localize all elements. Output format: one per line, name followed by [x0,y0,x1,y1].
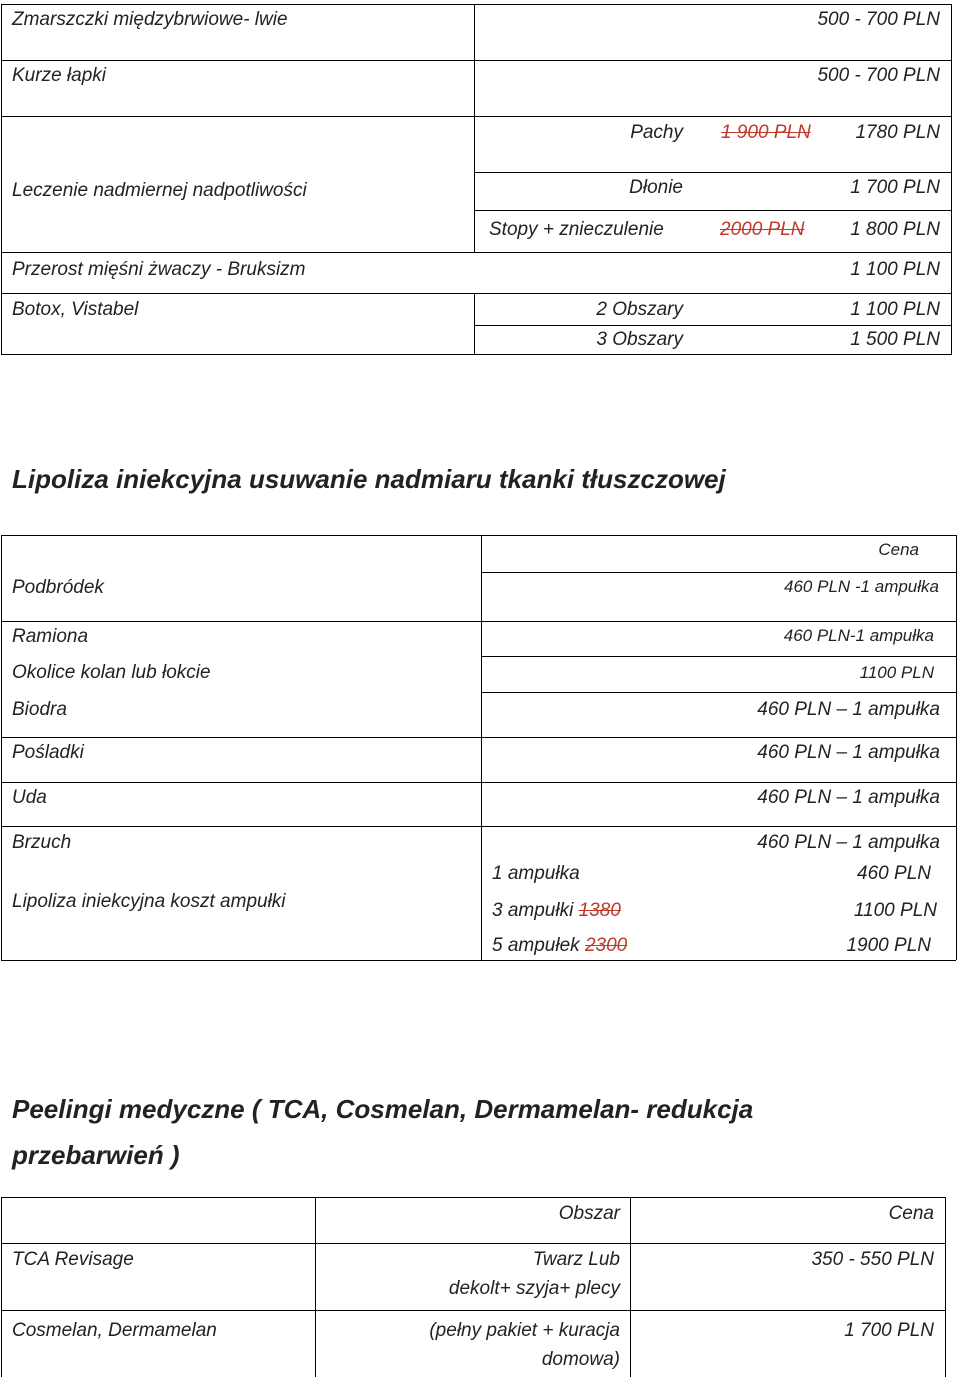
sub-area: 2 Obszary [596,299,683,320]
row-name: Brzuch [12,832,72,853]
ampule-price: 460 PLN [857,863,931,884]
sub-price: 1 800 PLN [850,219,940,240]
sub-price: 1 100 PLN [850,299,940,320]
sub-area: Dłonie [629,177,683,198]
ampule-option [492,935,627,957]
area-column-header: Obszar [558,1203,620,1224]
row-name: Zmarszczki międzybrwiowe- lwie [12,9,288,30]
old-price: 1380 [578,900,621,921]
row-area: dekolt+ szyja+ plecy [448,1278,620,1299]
peelingi-heading-line2: przebarwień ) [12,1140,180,1170]
sub-area: Stopy + znieczulenie [489,219,664,240]
ampule-price: 1100 PLN [853,900,937,921]
row-name: Okolice kolan lub łokcie [12,662,211,683]
ampule-option [492,863,580,885]
row-name: Botox, Vistabel [12,299,139,320]
row-price: 350 - 550 PLN [811,1249,934,1270]
sub-price: 1780 PLN [855,122,940,143]
old-price: 2000 PLN [720,219,805,240]
row-price: 460 PLN – 1 ampułka [757,699,940,720]
ampule-qty: 1 ampułka [492,863,580,884]
row-name: Przerost mięśni żwaczy - Bruksizm [12,259,306,280]
old-price: 2300 [584,935,628,956]
sub-area: Pachy [630,122,683,143]
row-price: 460 PLN – 1 ampułka [757,742,940,763]
row-area: domowa) [541,1349,620,1370]
row-price: 500 - 700 PLN [817,9,940,30]
peelingi-heading-line1: Peelingi medyczne ( TCA, Cosmelan, Dermamelan- redukcja [12,1094,754,1124]
row-name: Ramiona [12,626,89,647]
price-column-header: Cena [888,1203,934,1224]
old-price: 1 900 PLN [721,122,811,143]
row-name: Biodra [12,699,67,720]
lipoliza-heading: Lipoliza iniekcyjna usuwanie nadmiaru tkanki tłuszczowej [12,464,726,494]
row-price: 460 PLN-1 ampułka [783,626,934,645]
row-price: 460 PLN – 1 ampułka [757,787,940,808]
row-name: Uda [12,787,47,808]
row-area: Twarz Lub [532,1249,620,1270]
row-name: Leczenie nadmiernej nadpotliwości [12,180,307,201]
ampule-qty: 5 ampułek [492,935,585,956]
row-price: 1100 PLN [859,663,934,682]
row-price: 1 100 PLN [850,259,940,280]
ampule-price: 1900 PLN [846,935,931,956]
ampule-option [492,900,621,922]
sub-area: 3 Obszary [596,329,683,350]
row-price: 500 - 700 PLN [817,65,940,86]
price-column-header: Cena [878,540,919,559]
row-price: 1 700 PLN [844,1320,934,1341]
ampule-qty: 3 ampułki [492,900,579,921]
sub-price: 1 500 PLN [850,329,940,350]
row-price: 460 PLN -1 ampułka [784,577,939,596]
row-name: Kurze łapki [12,65,106,86]
row-name: TCA Revisage [12,1249,134,1270]
row-name: Podbródek [12,577,104,598]
row-price: 460 PLN – 1 ampułka [757,832,940,853]
row-name: Cosmelan, Dermamelan [12,1320,217,1341]
row-name: Lipoliza iniekcyjna koszt ampułki [12,891,286,912]
sub-price: 1 700 PLN [850,177,940,198]
row-area: (pełny pakiet + kuracja [429,1320,620,1341]
row-name: Pośladki [12,742,84,763]
